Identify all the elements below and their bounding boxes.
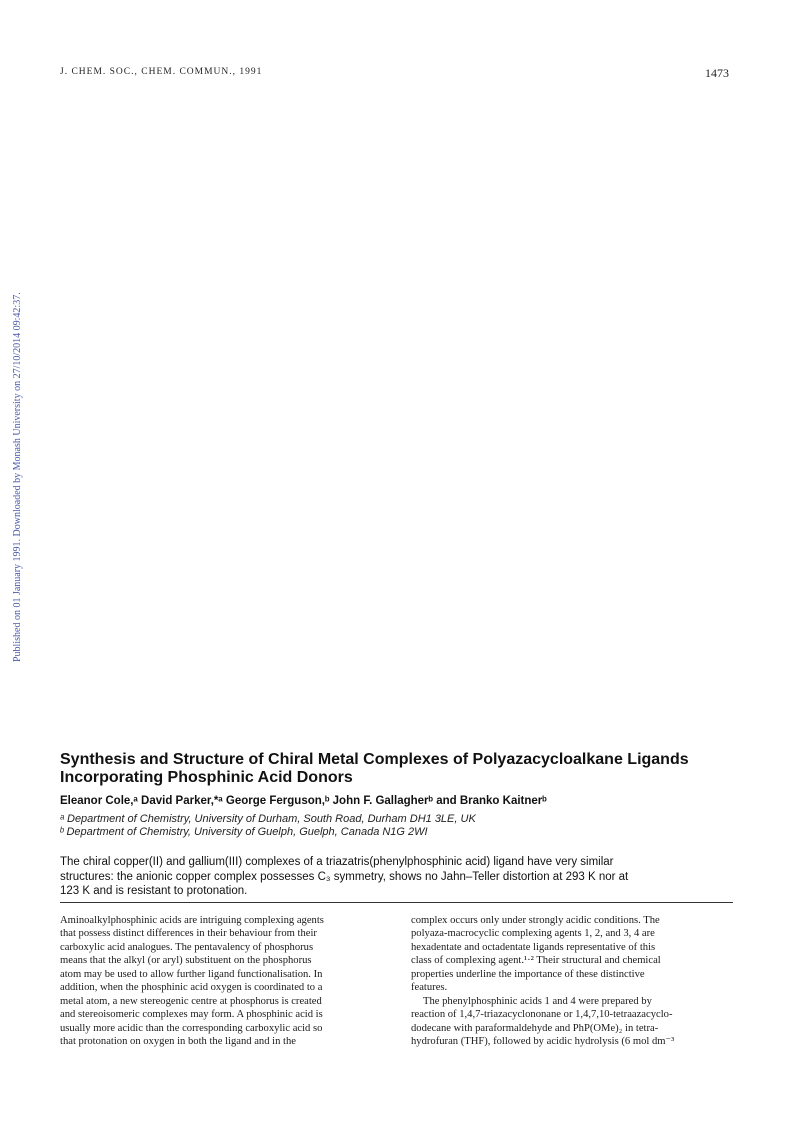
body-line: The phenylphosphinic acids 1 and 4 were prepared by [423,995,652,1007]
body-line: means that the alkyl (or aryl) substituent on the phosphorus [60,955,312,967]
section-divider [60,902,733,903]
body-line: metal atom, a new stereogenic centre at phosphorus is created [60,995,322,1007]
body-line: atom may be used to allow further ligand functionalisation. In [60,968,323,980]
running-header: J. CHEM. SOC., CHEM. COMMUN., 1991 [60,67,263,77]
title-line: Incorporating Phosphinic Acid Donors [60,769,353,786]
body-line: carboxylic acid analogues. The pentavalency of phosphorus [60,941,314,953]
abstract-line: The chiral copper(II) and gallium(III) complexes of a triazatris(phenylphosphinic acid) ligand have very similar [60,856,614,868]
affiliation-b: ᵇ Department of Chemistry, University of Guelph, Guelph, Canada N1G 2WI [60,826,428,838]
abstract-line: structures: the anionic copper complex possesses C₃ symmetry, shows no Jahn–Teller distortion at 293 K nor at [60,870,629,883]
body-line: polyaza-macrocyclic complexing agents 1, 2, and 3, 4 are [411,928,655,940]
body-column-left [60,914,388,1049]
abstract-line: 123 K and is resistant to protonation. [60,885,248,897]
author-list: Eleanor Cole,ᵃ David Parker,*ᵃ George Ferguson,ᵇ John F. Gallagherᵇ and Branko Kaitnerᵇ [60,795,547,807]
body-line: hydrofuran (THF), followed by acidic hydrolysis (6 mol dm⁻³ [411,1036,675,1048]
body-line: dodecane with paraformaldehyde and PhP(OMe)₂ in tetra- [411,1022,659,1034]
title-line: Synthesis and Structure of Chiral Metal Complexes of Polyazacycloalkane Ligands [60,751,689,768]
body-line: usually more acidic than the corresponding carboxylic acid so [60,1022,323,1034]
page-number: 1473 [705,66,729,80]
body-line: that possess distinct differences in their behaviour from their [60,928,317,940]
abstract [60,855,730,899]
download-watermark [0,0,22,1128]
body-column-right [411,914,739,1049]
download-watermark-text: Published on 01 January 1991. Downloaded by Monash University on 27/10/2014 09:42:37. [12,292,23,662]
body-line: properties underline the importance of these distinctive [411,968,645,980]
body-line: that protonation on oxygen in both the ligand and in the [60,1036,296,1048]
body-line: class of complexing agent.¹·² Their structural and chemical [411,955,661,967]
body-line: reaction of 1,4,7-triazacyclononane or 1,4,7,10-tetraazacyclo- [411,1009,673,1021]
affiliation-a: ᵃ Department of Chemistry, University of Durham, South Road, Durham DH1 3LE, UK [60,813,476,825]
body-line: Aminoalkylphosphinic acids are intriguing complexing agents [60,915,324,926]
body-line: complex occurs only under strongly acidic conditions. The [411,915,660,926]
body-line: addition, when the phosphinic acid oxygen is coordinated to a [60,982,323,994]
body-line: features. [411,982,448,994]
body-line: hexadentate and octadentate ligands representative of this [411,941,656,953]
article-title [60,751,740,787]
body-line: and stereoisomeric complexes may form. A phosphinic acid is [60,1009,323,1021]
